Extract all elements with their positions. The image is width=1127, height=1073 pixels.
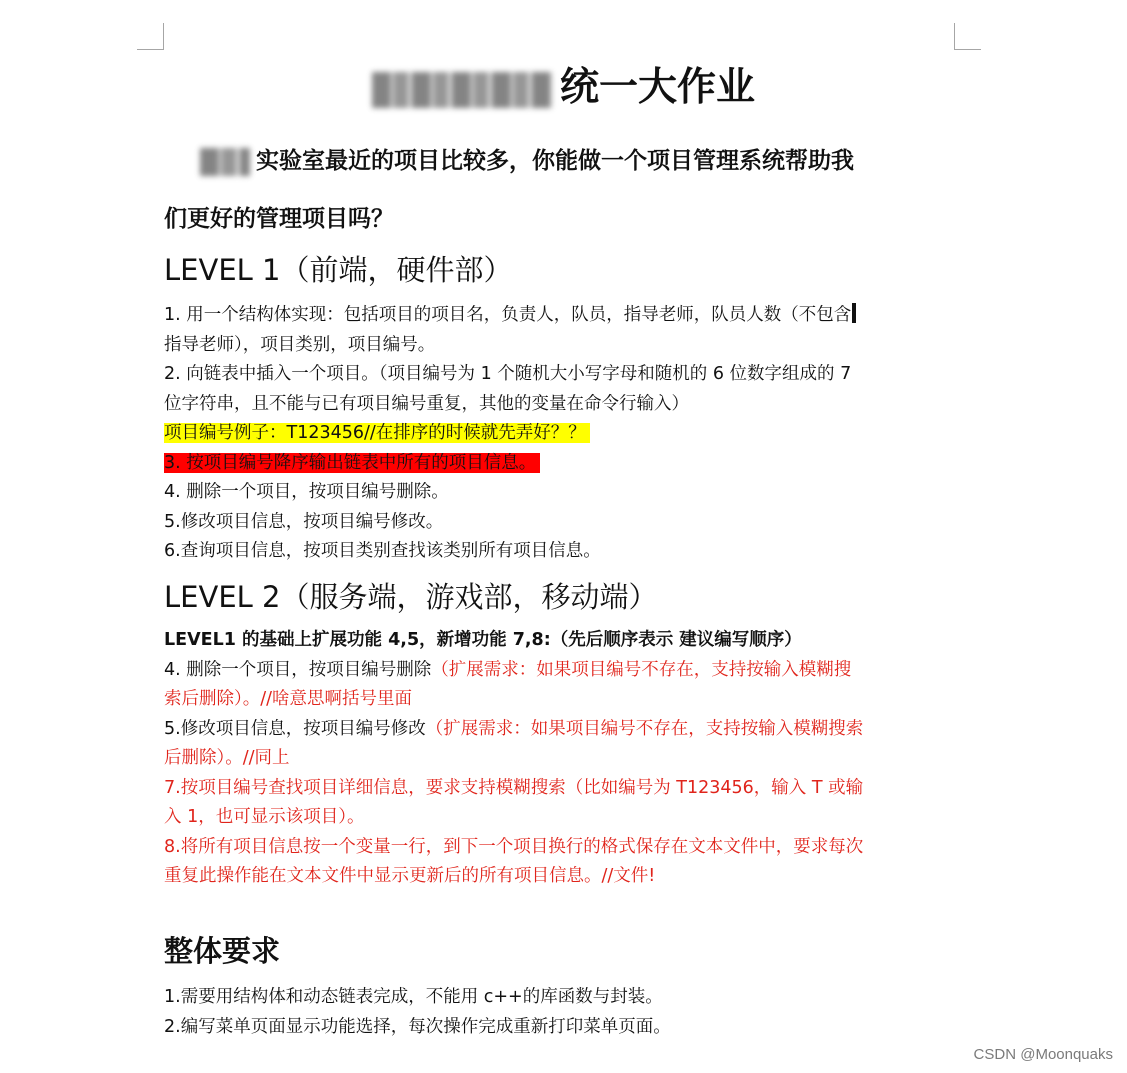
level1-line: 1. 用一个结构体实现：包括项目的项目名，负责人，队员，指导老师，队员人数（不包含 [164,301,960,331]
intro-paragraph [164,132,964,248]
overall-body [164,983,960,1042]
crop-mark-top-left [137,23,164,50]
level1-line [164,449,960,479]
level1-heading: LEVEL 1（前端，硬件部） [164,253,513,287]
redacted-blur [372,72,552,108]
level1-line: 位字符串，且不能与已有项目编号重复，其他的变量在命令行输入） [164,393,689,414]
watermark: CSDN @Moonquaks [973,1046,1113,1063]
red-highlight-text: 3. 按项目编号降序输出链表中所有的项目信息。 [164,453,540,473]
text-cursor [852,303,856,323]
level1-body [164,301,960,567]
redacted-blur [200,148,250,176]
level2-line: 入 1，也可显示该项目）。 [164,807,365,827]
level1-line [164,419,960,449]
level2-line: 索后删除）。//啥意思啊括号里面 [164,689,413,709]
level1-line: 6.查询项目信息，按项目类别查找该类别所有项目信息。 [164,541,601,561]
level2-line: 8.将所有项目信息按一个变量一行，到下一个项目换行的格式保存在文本文件中，要求每次 [164,836,864,857]
intro-line-2: 们更好的管理项目吗？ [164,206,394,232]
level2-subheading: LEVEL1 的基础上扩展功能 4,5，新增功能 7,8:（先后顺序表示 建议编写顺序） [164,630,802,650]
level1-line: 指导老师），项目类别，项目编号。 [164,334,436,355]
level2-line: 后删除）。//同上 [164,748,290,768]
level2-heading: LEVEL 2（服务端，游戏部，移动端） [164,580,658,614]
overall-heading: 整体要求 [164,934,281,968]
title-text: 统一大作业 [559,65,755,110]
overall-line: 2.编写菜单页面显示功能选择，每次操作完成重新打印菜单页面。 [164,1016,671,1037]
level2-body [164,626,960,892]
intro-line-1: 实验室最近的项目比较多，你能做一个项目管理系统帮助我 [256,148,854,174]
yellow-highlight-text: 项目编号例子：T123456//在排序的时候就先弄好？？ [164,423,590,443]
level1-line: 5.修改项目信息，按项目编号修改。 [164,511,444,532]
level2-line: 4. 删除一个项目，按项目编号删除（扩展需求：如果项目编号不存在，支持按输入模糊搜 [164,659,852,680]
overall-line: 1.需要用结构体和动态链表完成，不能用 c++的库函数与封装。 [164,987,663,1007]
document-title [0,62,1127,114]
crop-mark-top-right [954,23,981,50]
level2-line: 7.按项目编号查找项目详细信息，要求支持模糊搜索（比如编号为 T123456，输入 T 或输 [164,777,864,798]
level1-line: 4. 删除一个项目，按项目编号删除。 [164,482,449,502]
level1-line: 2. 向链表中插入一个项目。（项目编号为 1 个随机大小写字母和随机的 6 位数字组成的 7 [164,364,852,384]
level2-line: 重复此操作能在文本文件中显示更新后的所有项目信息。//文件! [164,866,656,886]
level2-line: 5.修改项目信息，按项目编号修改（扩展需求：如果项目编号不存在，支持按输入模糊搜索 [164,718,864,739]
